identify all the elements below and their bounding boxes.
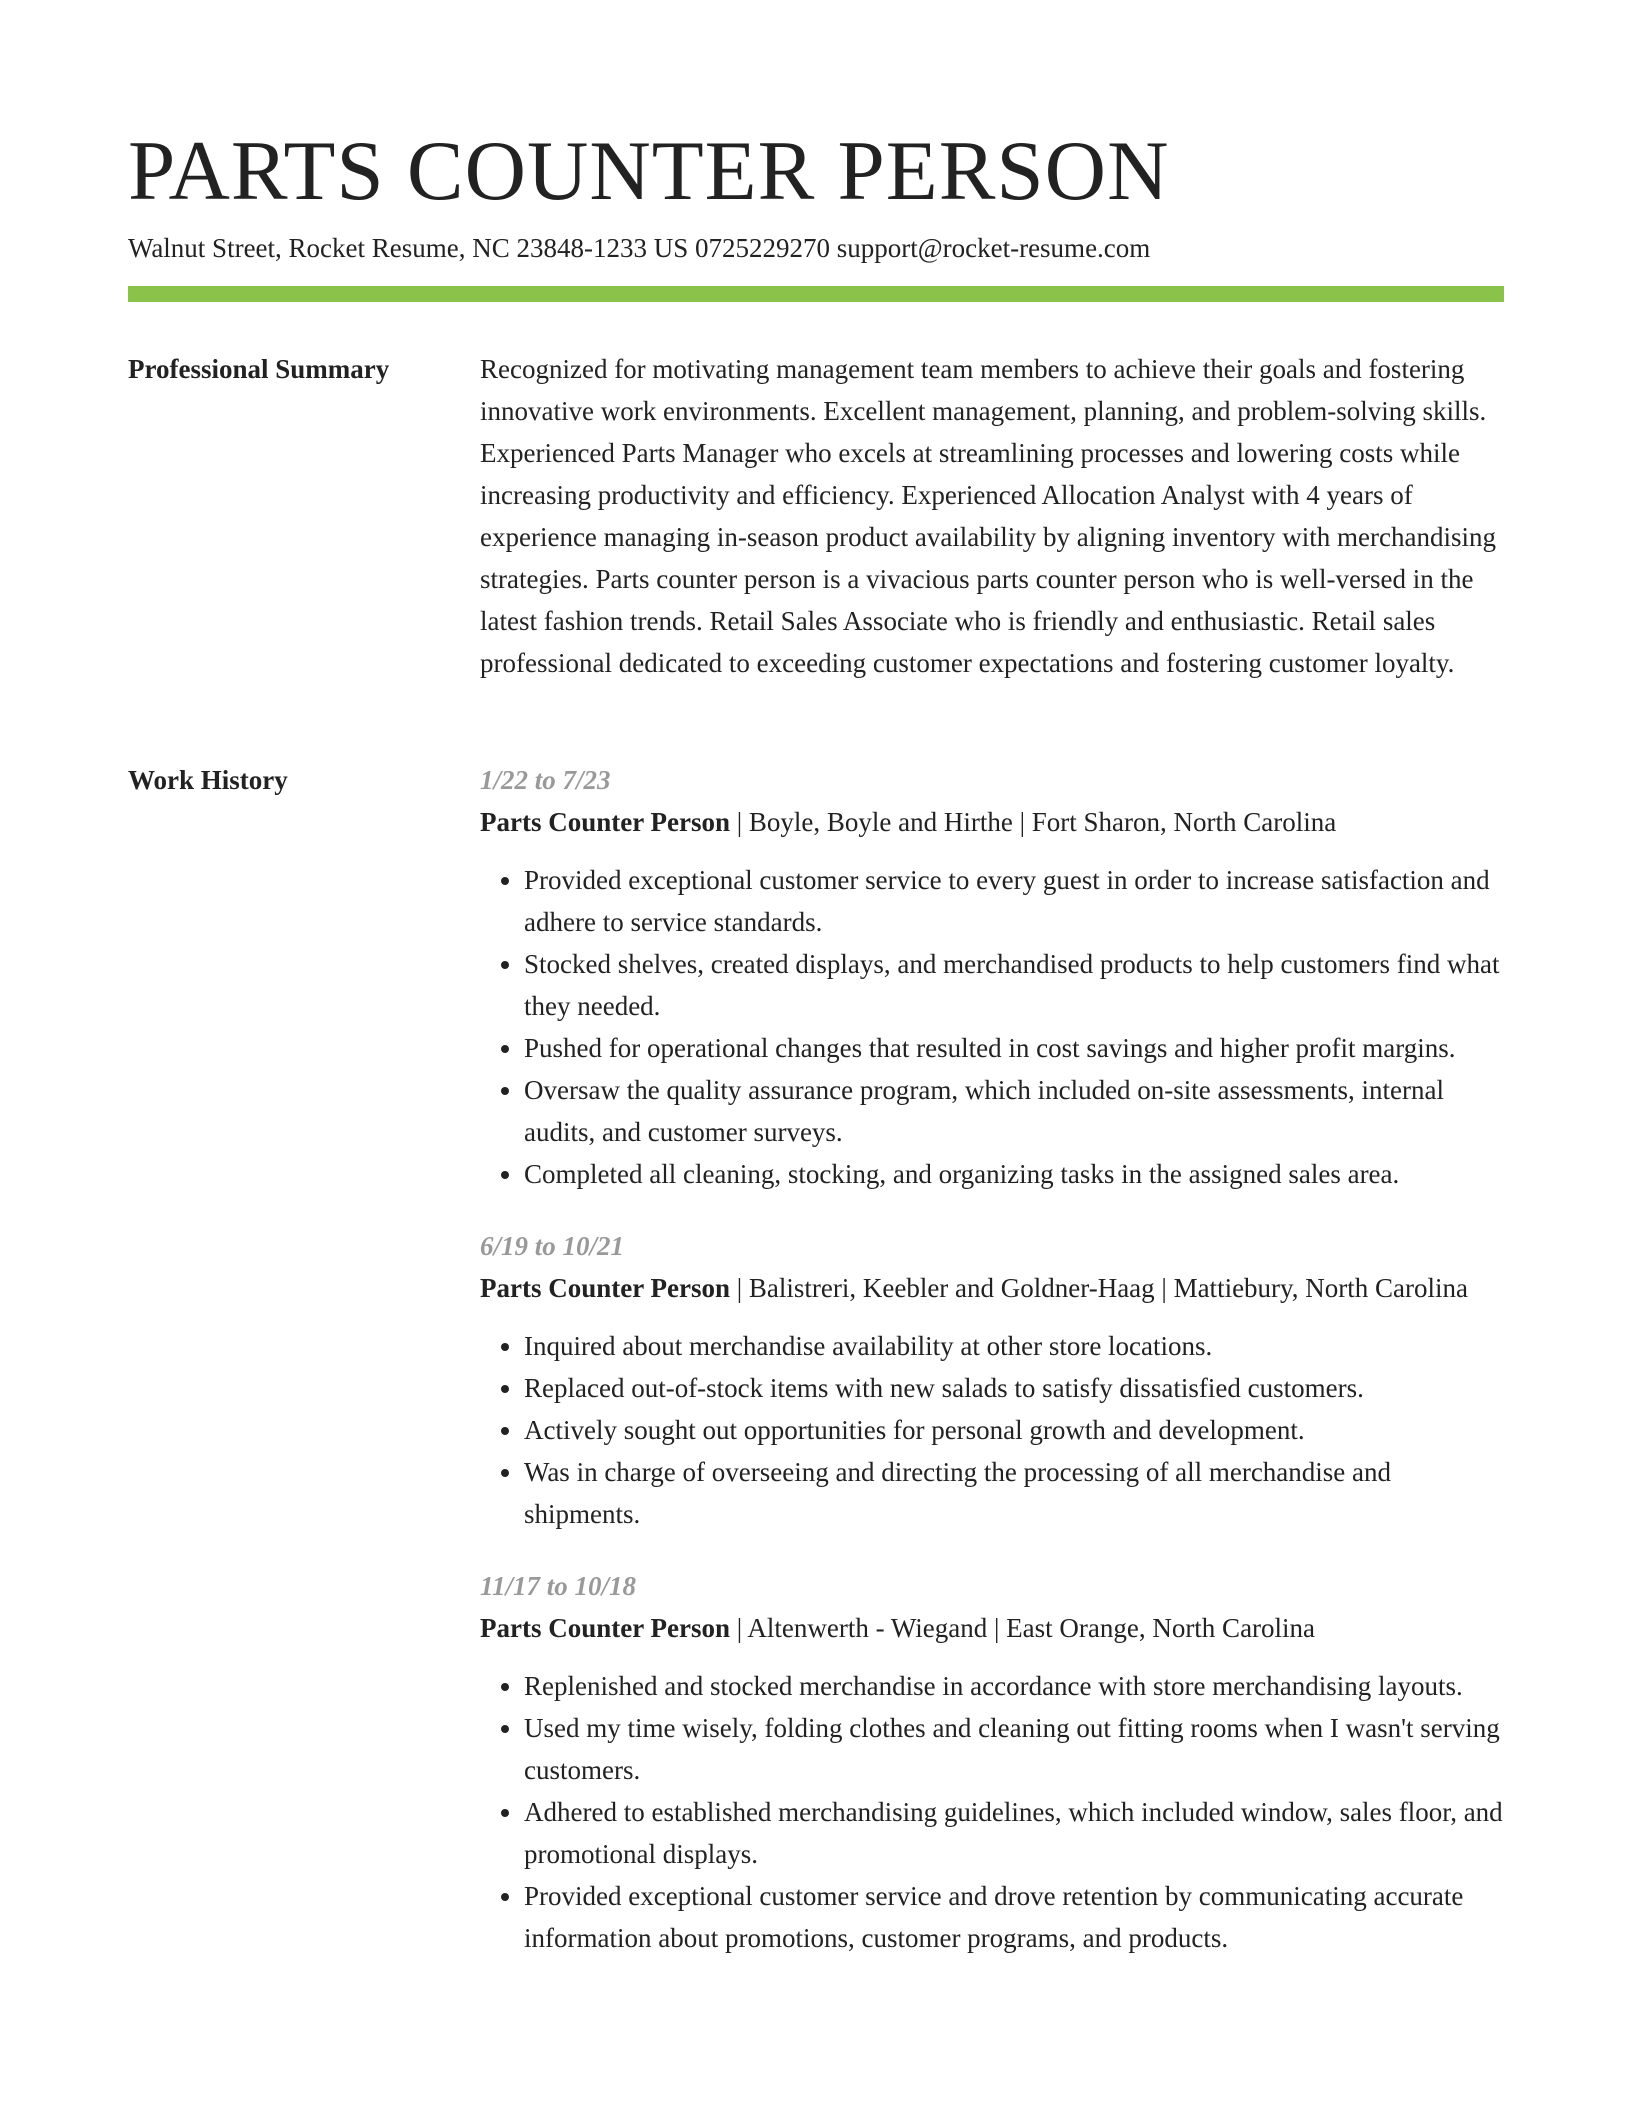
job-title-line xyxy=(480,1607,1504,1649)
job-bullet: • Inquired about merchandise availability at other store locations. xyxy=(524,1325,1504,1367)
job-dates: 6/19 to 10/21 xyxy=(480,1231,625,1261)
job-bullet: • Adhered to established merchandising guidelines, which included window, sales floor, and promotional displays. xyxy=(524,1791,1504,1875)
job-entry xyxy=(480,1225,1504,1535)
job-bullet: • Replenished and stocked merchandise in accordance with store merchandising layouts. xyxy=(524,1665,1504,1707)
job-details: | Altenwerth - Wiegand | East Orange, North Carolina xyxy=(729,1613,1316,1643)
job-bullets xyxy=(480,1325,1504,1535)
job-details: | Boyle, Boyle and Hirthe | Fort Sharon, North Carolina xyxy=(729,807,1337,837)
job-title: Parts Counter Person xyxy=(480,1613,730,1643)
section-label-work-history: Work History xyxy=(128,765,288,795)
job-title-line xyxy=(480,1267,1504,1309)
work-history-body xyxy=(480,759,1504,1989)
job-title-line xyxy=(480,801,1504,843)
job-bullet: • Actively sought out opportunities for personal growth and development. xyxy=(524,1409,1504,1451)
job-bullets xyxy=(480,1665,1504,1959)
job-entry xyxy=(480,1565,1504,1959)
job-bullet: • Provided exceptional customer service to every guest in order to increase satisfaction and adhere to service standards. xyxy=(524,859,1504,943)
job-bullet: • Completed all cleaning, stocking, and organizing tasks in the assigned sales area. xyxy=(524,1153,1504,1195)
job-bullet: • Was in charge of overseeing and directing the processing of all merchandise and shipments. xyxy=(524,1451,1504,1535)
job-dates: 11/17 to 10/18 xyxy=(480,1571,637,1601)
header-divider xyxy=(128,286,1504,302)
job-dates: 1/22 to 7/23 xyxy=(480,765,611,795)
job-details: | Balistreri, Keebler and Goldner-Haag | Mattiebury, North Carolina xyxy=(729,1273,1468,1303)
job-bullet: • Stocked shelves, created displays, and merchandised products to help customers find what they needed. xyxy=(524,943,1504,1027)
contact-line: Walnut Street, Rocket Resume, NC 23848-1233 US 0725229270 support@rocket-resume.com xyxy=(128,233,1151,263)
job-title: Parts Counter Person xyxy=(480,1273,730,1303)
job-bullet: • Replaced out-of-stock items with new salads to satisfy dissatisfied customers. xyxy=(524,1367,1504,1409)
job-bullets xyxy=(480,859,1504,1195)
summary-body xyxy=(480,348,1504,684)
candidate-name: PARTS COUNTER PERSON xyxy=(128,124,1170,218)
summary-text: Recognized for motivating management team members to achieve their goals and fostering innovative work environments. Excellent management, planning, and problem-solving skills. Experienced Parts Manager who excels at streamlining processes and lowering costs while increasing productivity and efficiency. Experienced Allocation Analyst with 4 years of experience managing in-season product availability by aligning inventory with merchandising strategies. Parts counter person is a vivacious parts counter person who is well-versed in the latest fashion trends. Retail Sales Associate who is friendly and enthusiastic. Retail sales professional dedicated to exceeding customer expectations and fostering customer loyalty. xyxy=(480,354,1496,678)
section-label-summary: Professional Summary xyxy=(128,354,390,384)
job-bullet: • Used my time wisely, folding clothes and cleaning out fitting rooms when I wasn't serving customers. xyxy=(524,1707,1504,1791)
job-bullet: • Pushed for operational changes that resulted in cost savings and higher profit margins. xyxy=(524,1027,1504,1069)
job-bullet: • Provided exceptional customer service and drove retention by communicating accurate information about promotions, customer programs, and products. xyxy=(524,1875,1504,1959)
job-entry xyxy=(480,759,1504,1195)
job-bullet: • Oversaw the quality assurance program, which included on-site assessments, internal audits, and customer surveys. xyxy=(524,1069,1504,1153)
job-title: Parts Counter Person xyxy=(480,807,730,837)
